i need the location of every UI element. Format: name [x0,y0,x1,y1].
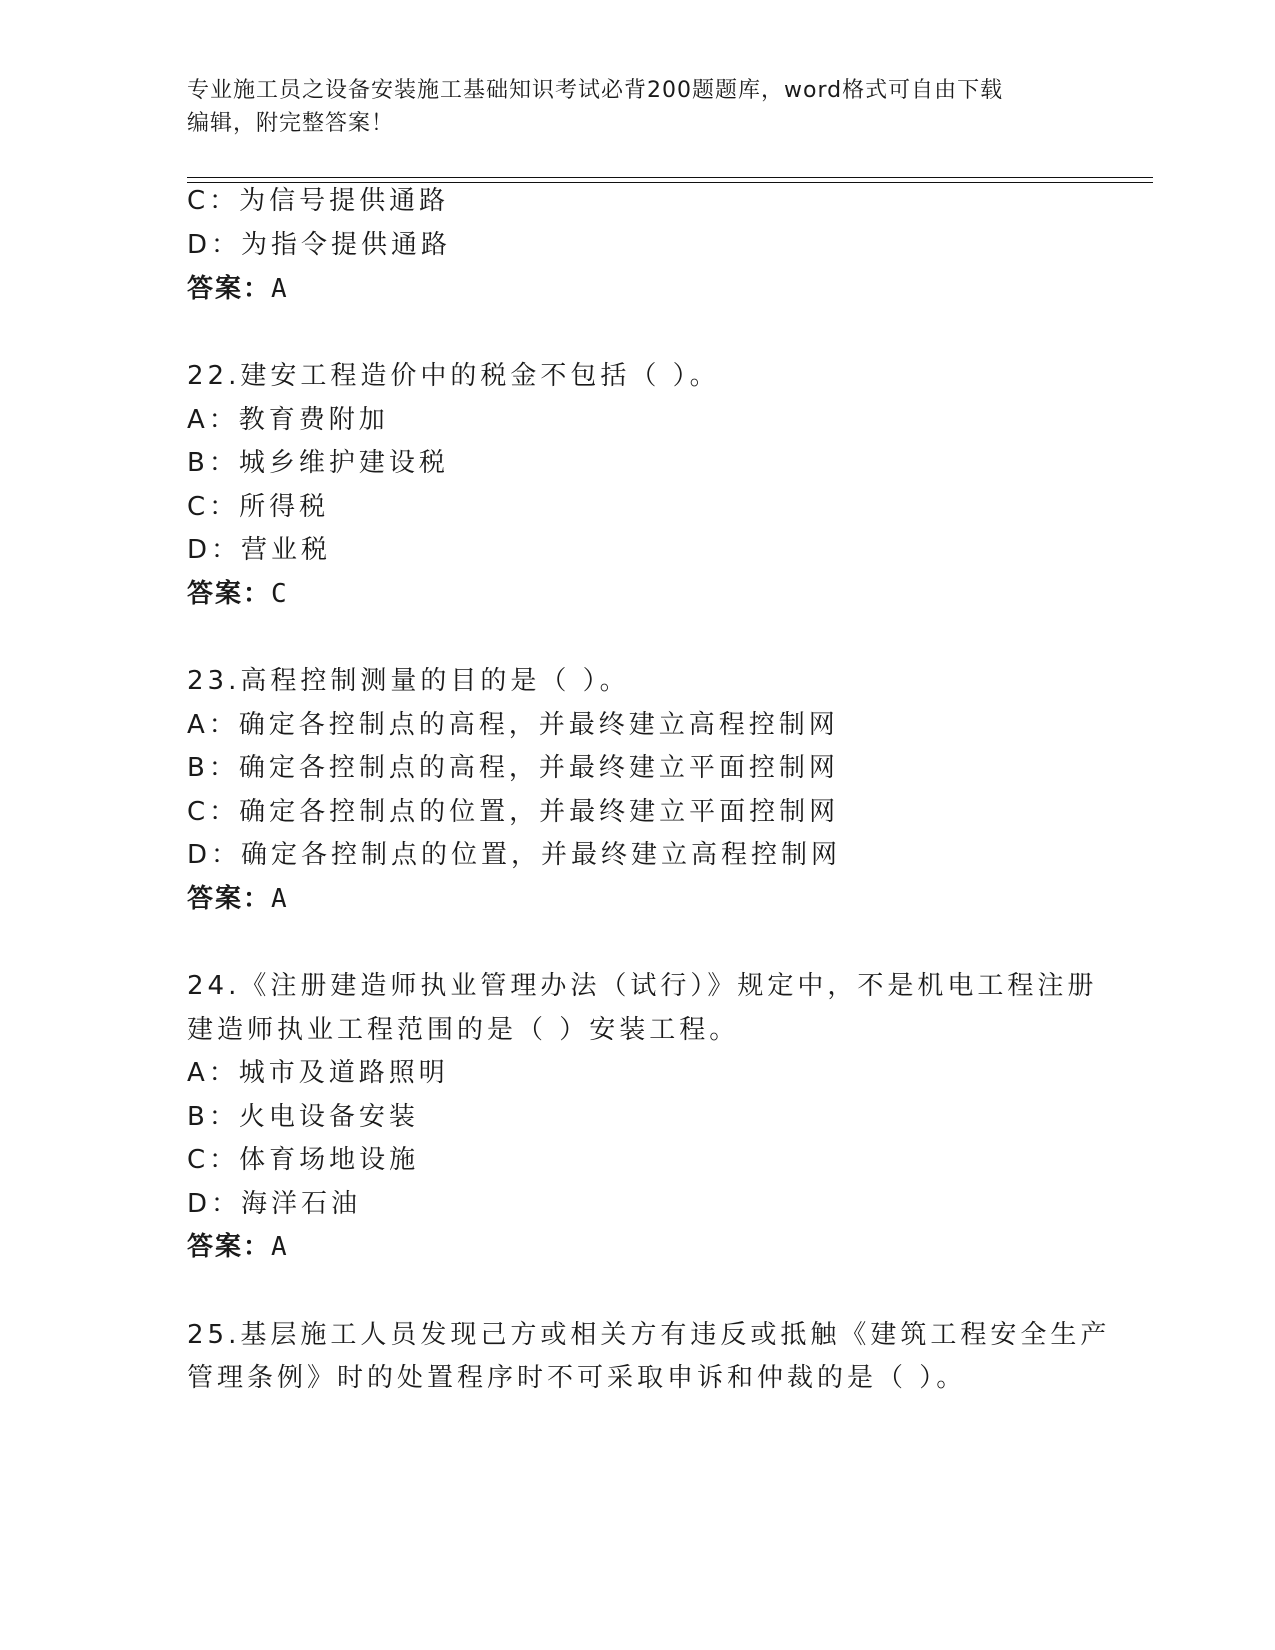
answer-label: 答案： [187,884,272,914]
q24-option-b: B：火电设备安装 [187,1102,419,1132]
answer-label: 答案： [187,579,272,609]
q24-option-d: D：海洋石油 [187,1189,362,1219]
q22-option-b: B：城乡维护建设税 [187,448,449,478]
q22-answer [187,577,289,611]
header-divider-top [187,177,1153,178]
q24-stem-line-2: 建造师执业工程范围的是（ ）安装工程。 [187,1015,740,1045]
q23-stem: 23.高程控制测量的目的是（ ）。 [187,666,630,696]
q23-option-a: A：确定各控制点的高程，并最终建立高程控制网 [187,710,839,740]
answer-label: 答案： [187,1232,272,1262]
q23-answer [187,882,289,916]
q23-option-d: D：确定各控制点的位置，并最终建立高程控制网 [187,840,842,870]
answer-value: A [271,1232,289,1262]
q24-option-c: C：体育场地设施 [187,1145,420,1175]
answer-label: 答案： [187,274,272,304]
q22-option-d: D：营业税 [187,535,332,565]
q21-answer [187,272,289,306]
q21-option-c: C：为信号提供通路 [187,186,450,216]
q24-stem-line-1: 24.《注册建造师执业管理办法（试行）》规定中，不是机电工程注册 [187,971,1098,1001]
q23-option-c: C：确定各控制点的位置，并最终建立平面控制网 [187,797,840,827]
header-divider-bottom [187,182,1153,183]
q25-stem-line-1: 25.基层施工人员发现己方或相关方有违反或抵触《建筑工程安全生产 [187,1320,1111,1350]
q21-option-d: D：为指令提供通路 [187,230,452,260]
q25-stem-line-2: 管理条例》时的处置程序时不可采取申诉和仲裁的是（ ）。 [187,1363,967,1393]
q22-option-c: C：所得税 [187,492,330,522]
answer-value: A [271,884,289,914]
q22-option-a: A：教育费附加 [187,405,389,435]
document-header [187,74,1067,140]
q23-option-b: B：确定各控制点的高程，并最终建立平面控制网 [187,753,839,783]
q24-option-a: A：城市及道路照明 [187,1058,449,1088]
answer-value: A [271,274,289,304]
header-title-line-2: 编辑，附完整答案！ [187,111,395,136]
header-title-line-1: 专业施工员之设备安装施工基础知识考试必背200题题库，word格式可自由下载 [187,78,1004,103]
q22-stem: 22.建安工程造价中的税金不包括（ ）。 [187,361,720,391]
answer-value: C [271,579,289,609]
q24-answer [187,1230,289,1264]
